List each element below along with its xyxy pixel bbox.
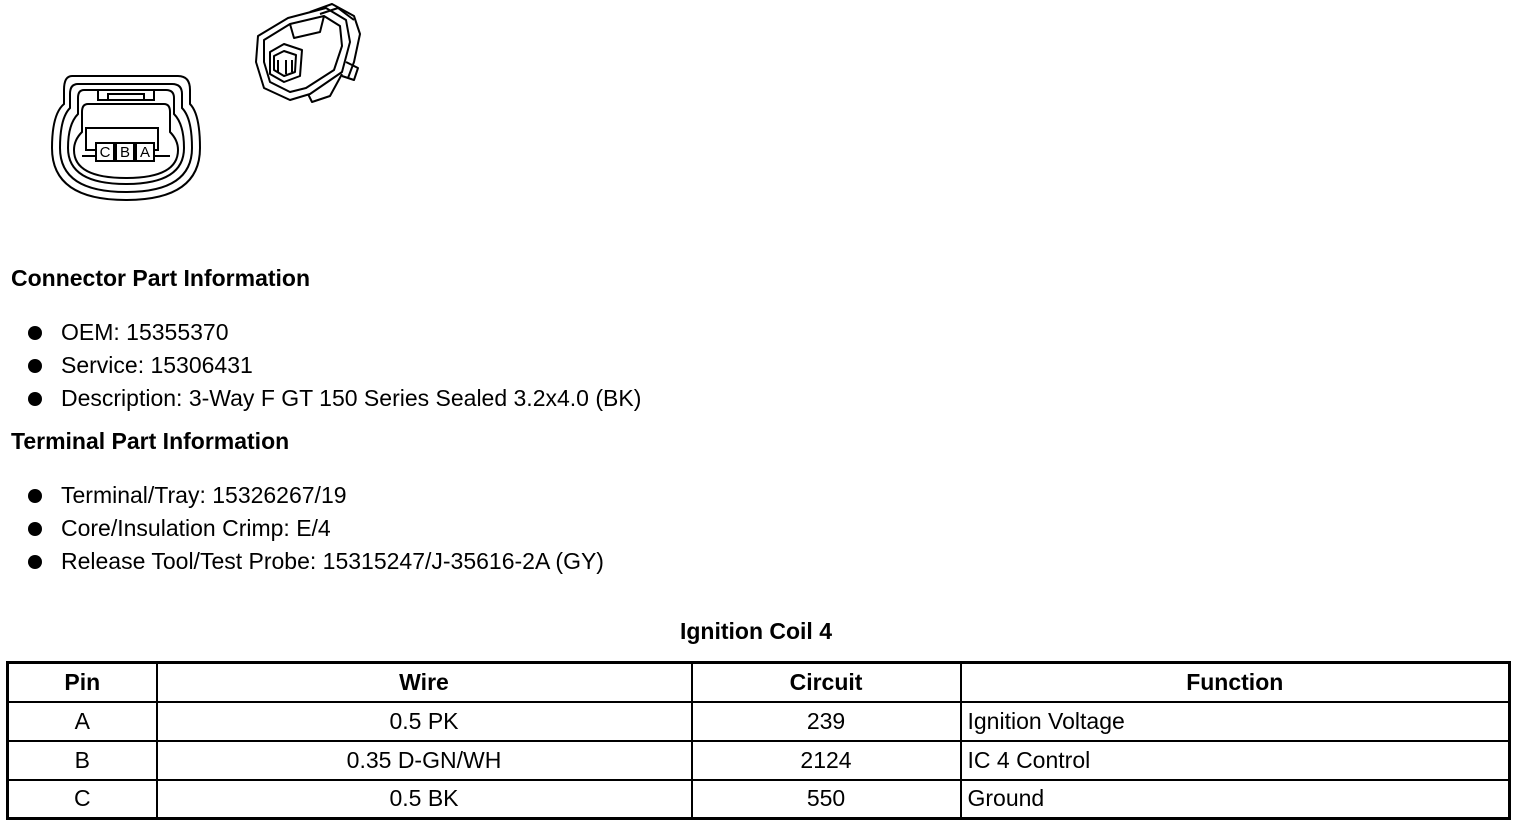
table-row <box>8 741 1510 780</box>
list-item <box>28 545 604 578</box>
cell-wire: 0.5 BK <box>157 780 692 819</box>
cavity-label-b: B <box>119 144 131 161</box>
cell-wire: 0.5 PK <box>157 702 692 741</box>
bullet-icon <box>28 326 42 340</box>
bullet-icon <box>28 392 42 406</box>
table-row <box>8 702 1510 741</box>
cell-circuit: 2124 <box>692 741 961 780</box>
header-function: Function <box>961 663 1510 702</box>
cavity-label-c: C <box>99 144 111 161</box>
connector-part-info-list <box>28 316 641 415</box>
table-row <box>8 780 1510 819</box>
table-header-row <box>8 663 1510 702</box>
cell-wire: 0.35 D-GN/WH <box>157 741 692 780</box>
cavity-label-a: A <box>139 144 151 161</box>
list-item <box>28 316 641 349</box>
bullet-icon <box>28 489 42 503</box>
list-item <box>28 479 604 512</box>
list-item <box>28 512 604 545</box>
cell-function: IC 4 Control <box>961 741 1510 780</box>
connector-description: Description: 3-Way F GT 150 Series Sealed 3.2x4.0 (BK) <box>61 385 642 411</box>
list-item <box>28 382 641 415</box>
service-part-number: Service: 15306431 <box>61 352 253 378</box>
list-item <box>28 349 641 382</box>
cavity-labels <box>96 143 154 161</box>
terminal-tray: Terminal/Tray: 15326267/19 <box>61 482 347 508</box>
cell-pin: B <box>8 741 157 780</box>
connector-isometric-drawing <box>250 2 364 104</box>
cell-function: Ground <box>961 780 1510 819</box>
cell-circuit: 550 <box>692 780 961 819</box>
cell-circuit: 239 <box>692 702 961 741</box>
connector-face-drawing <box>50 70 202 206</box>
core-insulation-crimp: Core/Insulation Crimp: E/4 <box>61 515 331 541</box>
header-wire: Wire <box>157 663 692 702</box>
table-caption: Ignition Coil 4 <box>679 618 833 644</box>
oem-part-number: OEM: 15355370 <box>61 319 229 345</box>
bullet-icon <box>28 555 42 569</box>
terminal-part-info-list <box>28 479 604 578</box>
cell-pin: C <box>8 780 157 819</box>
release-tool-test-probe: Release Tool/Test Probe: 15315247/J-35616-2A (GY) <box>61 548 604 574</box>
terminal-part-info-heading: Terminal Part Information <box>11 428 290 454</box>
cell-function: Ignition Voltage <box>961 702 1510 741</box>
header-circuit: Circuit <box>692 663 961 702</box>
bullet-icon <box>28 359 42 373</box>
connector-part-info-heading: Connector Part Information <box>11 265 311 291</box>
bullet-icon <box>28 522 42 536</box>
cell-pin: A <box>8 702 157 741</box>
pinout-table <box>6 661 1511 820</box>
header-pin: Pin <box>8 663 157 702</box>
